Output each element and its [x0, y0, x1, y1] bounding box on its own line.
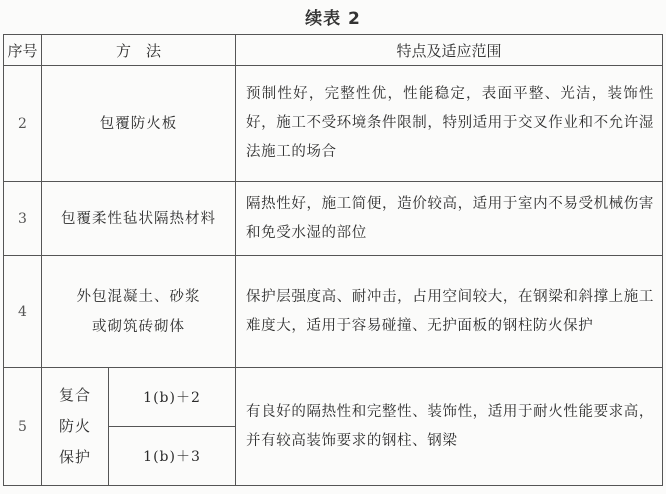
header-method: 方 法 [42, 35, 236, 66]
method-line: 或砌筑砖砌体 [92, 318, 185, 335]
row-number: 2 [4, 66, 42, 182]
table-header-row [4, 35, 663, 66]
composite-protection-label [42, 368, 109, 486]
group-line: 防火 [58, 417, 91, 435]
table-row [4, 66, 663, 182]
group-line: 复合 [58, 386, 91, 404]
table-row [4, 182, 663, 256]
header-no: 序号 [4, 35, 42, 66]
sub-method-cell: 1(b)＋3 [109, 427, 236, 486]
row-number: 4 [4, 256, 42, 368]
method-cell: 包覆柔性毡状隔热材料 [42, 182, 236, 256]
fire-protection-methods-table [3, 34, 663, 486]
table-row [4, 256, 663, 368]
features-cell: 有良好的隔热性和完整性、装饰性，适用于耐火性能要求高，并有较高装饰要求的钢柱、钢梁 [236, 368, 663, 486]
features-cell: 预制性好，完整性优，性能稳定，表面平整、光洁，装饰性好，施工不受环境条件限制，特别适用于交叉作业和不允许湿法施工的场合 [236, 66, 663, 182]
row-number: 3 [4, 182, 42, 256]
header-features: 特点及适应范围 [236, 35, 663, 66]
group-line: 保护 [58, 448, 91, 466]
features-cell: 保护层强度高、耐冲击，占用空间较大，在钢梁和斜撑上施工难度大，适用于容易碰撞、无护面板的钢柱防火保护 [236, 256, 663, 368]
table-row [4, 368, 663, 427]
method-cell [42, 256, 236, 368]
table-title: 续表 2 [305, 9, 361, 29]
method-line: 外包混凝土、砂浆 [76, 288, 201, 305]
method-cell: 包覆防火板 [42, 66, 236, 182]
sub-method-cell: 1(b)＋2 [109, 368, 236, 427]
row-number: 5 [4, 368, 42, 486]
features-cell: 隔热性好，施工简便，造价较高，适用于室内不易受机械伤害和免受水湿的部位 [236, 182, 663, 256]
